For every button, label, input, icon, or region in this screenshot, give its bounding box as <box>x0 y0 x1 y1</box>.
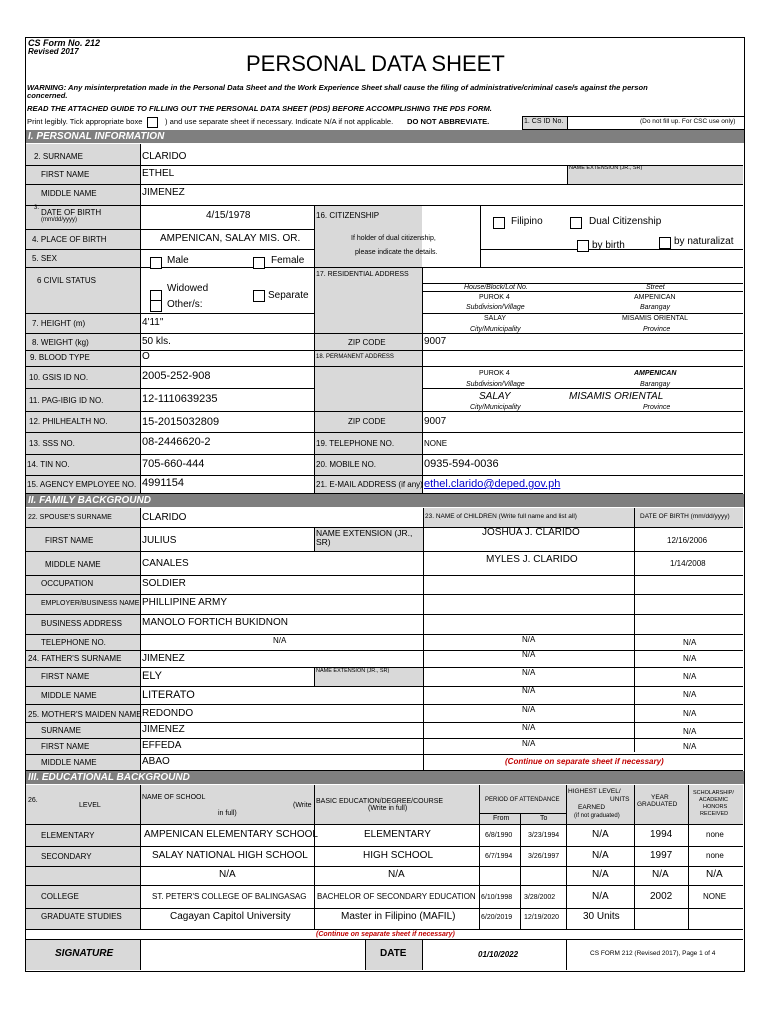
cs-id-note: (Do not fill up. For CSC use only) <box>640 118 736 125</box>
print-legibly-text-2: ) and use separate sheet if necessary. Indicate N/A if not applicable. <box>165 117 394 126</box>
perm-zip-label: ZIP CODE <box>348 417 386 426</box>
height-label: 7. HEIGHT (m) <box>32 319 86 328</box>
telephone-label: 19. TELEPHONE NO. <box>316 439 395 448</box>
middle-name-value[interactable]: JIMENEZ <box>142 187 185 198</box>
civil-status-label: 6 CIVIL STATUS <box>37 276 96 285</box>
earned-label: EARNED <box>578 804 606 811</box>
permanent-address-label: 18. PERMANENT ADDRESS <box>316 354 394 360</box>
other-label: Other/s: <box>167 299 203 310</box>
spouse-telephone-value[interactable]: N/A <box>273 636 287 645</box>
education-school[interactable]: N/A <box>219 869 236 880</box>
scholarship-label: SCHOLARSHIP/ <box>693 790 734 796</box>
res-subdivision-value[interactable]: PUROK 4 <box>479 294 510 301</box>
pagibig-value[interactable]: 12-1110639235 <box>142 393 218 405</box>
child-name[interactable]: N/A <box>522 650 536 659</box>
telephone-value[interactable]: NONE <box>424 439 448 448</box>
education-units[interactable]: N/A <box>592 891 609 902</box>
philhealth-label: 12. PHILHEALTH NO. <box>29 417 108 426</box>
mobile-label: 20. MOBILE NO. <box>316 460 377 469</box>
school-in-full-label: in full) <box>218 810 237 817</box>
res-zip-label: ZIP CODE <box>348 338 386 347</box>
education-school[interactable]: ST. PETER'S COLLEGE OF BALINGASAG <box>152 892 307 901</box>
tin-label: 14. TIN NO. <box>27 460 70 469</box>
mother-middle-name-label: MIDDLE NAME <box>41 758 97 767</box>
highest-level-label: HIGHEST LEVEL/ <box>568 788 621 795</box>
spouse-first-name-value[interactable]: JULIUS <box>142 535 177 546</box>
employer-value[interactable]: PHILLIPINE ARMY <box>142 597 228 608</box>
child-dob[interactable]: 1/14/2008 <box>670 559 706 568</box>
first-name-label: FIRST NAME <box>41 170 90 179</box>
education-school[interactable]: SALAY NATIONAL HIGH SCHOOL <box>152 850 308 861</box>
academic-label: ACADEMIC <box>699 797 729 803</box>
res-barangay-value[interactable]: AMPENICAN <box>634 294 676 301</box>
gsis-label: 10. GSIS ID NO. <box>29 373 89 382</box>
education-units[interactable]: N/A <box>592 869 609 880</box>
education-level: SECONDARY <box>41 852 92 861</box>
father-name-extension-label: NAME EXTENSION (JR., SR) <box>316 668 390 674</box>
email-label: 21. E-MAIL ADDRESS (if any) <box>316 480 423 489</box>
child-name[interactable]: N/A <box>522 739 536 748</box>
family-continue-note: (Continue on separate sheet if necessary) <box>505 757 664 766</box>
spouse-first-name-label: FIRST NAME <box>45 536 94 545</box>
email-value[interactable]: ethel.clarido@deped.gov.ph <box>424 478 561 490</box>
education-honors[interactable]: none <box>706 851 724 860</box>
child-name[interactable]: N/A <box>522 705 536 714</box>
honors-label: HONORS <box>703 804 728 810</box>
mother-surname-label: SURNAME <box>41 726 82 735</box>
child-name[interactable]: N/A <box>522 686 536 695</box>
period-label: PERIOD OF ATTENDANCE <box>485 797 560 803</box>
education-course[interactable]: Master in Filipino (MAFIL) <box>341 911 456 922</box>
perm-barangay-label: Barangay <box>640 381 670 388</box>
surname-value[interactable]: CLARIDO <box>142 151 187 162</box>
do-not-abbreviate: DO NOT ABBREVIATE. <box>407 117 490 126</box>
cs-id-label: 1. CS ID No. <box>524 118 564 125</box>
spouse-name-extension-label: NAME EXTENSION (JR., SR) <box>316 528 413 547</box>
perm-city-label: City/Municipality <box>470 404 521 411</box>
education-level: ELEMENTARY <box>41 831 95 840</box>
business-address-value[interactable]: MANOLO FORTICH BUKIDNON <box>142 617 288 628</box>
spouse-surname-value[interactable]: CLARIDO <box>142 512 187 523</box>
warning-text: WARNING: Any misinterpretation made in the Personal Data Sheet and the Work Experience Sheet shall cause the filing of administrative/criminal case/s against the person <box>27 83 648 92</box>
height-value[interactable]: 4'11" <box>142 317 164 328</box>
date-label: DATE <box>380 948 407 959</box>
separated-checkbox[interactable] <box>253 290 265 302</box>
education-continue-note: (Continue on separate sheet if necessary) <box>316 931 455 938</box>
dual-note-1: If holder of dual citizenship, <box>351 235 436 242</box>
education-to[interactable]: 3/26/1997 <box>528 853 560 860</box>
first-name-value[interactable]: ETHEL <box>142 168 175 179</box>
education-level-label: LEVEL <box>79 802 101 809</box>
filipino-label: Filipino <box>511 216 543 227</box>
education-school[interactable]: Cagayan Capitol University <box>170 911 291 922</box>
education-from[interactable]: 6/20/2019 <box>481 914 513 921</box>
agency-value[interactable]: 4991154 <box>142 477 185 489</box>
occupation-label: OCCUPATION <box>41 579 94 588</box>
male-checkbox[interactable] <box>150 257 162 269</box>
from-label: From <box>493 815 510 822</box>
education-number: 26. <box>28 797 38 804</box>
child-dob[interactable]: N/A <box>683 638 697 647</box>
dob-number: 3. <box>34 205 40 211</box>
mother-surname-value[interactable]: JIMENEZ <box>142 724 185 735</box>
sss-label: 13. SSS NO. <box>29 439 75 448</box>
widowed-label: Widowed <box>167 283 209 294</box>
by-naturalization-label: by naturalizat <box>674 236 734 247</box>
education-from[interactable]: 6/10/1998 <box>481 894 513 901</box>
education-to[interactable]: 3/23/1994 <box>528 832 560 839</box>
education-honors[interactable]: N/A <box>706 869 723 880</box>
graduated-label: GRADUATED <box>637 801 678 808</box>
education-course[interactable]: HIGH SCHOOL <box>363 850 434 861</box>
male-label: Male <box>167 255 189 266</box>
filipino-checkbox[interactable] <box>493 217 505 229</box>
education-year[interactable]: 1997 <box>650 850 673 861</box>
citizenship-label: 16. CITIZENSHIP <box>316 211 380 220</box>
name-extension-label: NAME EXTENSION (JR., SR) <box>569 165 643 171</box>
education-course[interactable]: BACHELOR OF SECONDARY EDUCATION <box>317 892 476 901</box>
res-province-value[interactable]: MISAMIS ORIENTAL <box>622 315 688 322</box>
spouse-middle-name-label: MIDDLE NAME <box>45 560 101 569</box>
education-level: COLLEGE <box>41 892 79 901</box>
by-birth-label: by birth <box>592 240 625 251</box>
not-graduated-label: (if not graduated) <box>574 813 620 819</box>
education-units[interactable]: 30 Units <box>583 911 620 922</box>
child-name[interactable]: N/A <box>522 668 536 677</box>
res-province-label: Province <box>643 326 671 333</box>
spouse-middle-name-value[interactable]: CANALES <box>142 558 189 569</box>
children-dob-label: DATE OF BIRTH (mm/dd/yyyy) <box>640 513 730 520</box>
education-course[interactable]: N/A <box>388 869 405 880</box>
mother-maiden-label: 25. MOTHER'S MAIDEN NAME <box>28 710 142 719</box>
child-dob[interactable]: N/A <box>683 742 697 751</box>
father-surname-label: 24. FATHER'S SURNAME <box>28 654 122 663</box>
education-units[interactable]: N/A <box>592 829 609 840</box>
year-label: YEAR <box>651 794 669 801</box>
page-title: PERSONAL DATA SHEET <box>246 51 505 76</box>
dual-citizenship-label: Dual Citizenship <box>589 216 662 227</box>
children-label: 23. NAME of CHILDREN (Write full name and list all) <box>425 513 577 520</box>
received-label: RECEIVED <box>700 811 729 817</box>
sss-value[interactable]: 08-2446620-2 <box>142 436 211 448</box>
employer-label: EMPLOYER/BUSINESS NAME <box>41 600 140 607</box>
education-honors[interactable]: none <box>706 830 724 839</box>
business-address-label: BUSINESS ADDRESS <box>41 619 122 628</box>
dob-format: (mm/dd/yyyy) <box>41 217 77 223</box>
spouse-surname-label: 22. SPOUSE'S SURNAME <box>28 514 112 521</box>
perm-subdivision-value[interactable]: PUROK 4 <box>479 370 510 377</box>
pagibig-label: 11. PAG-IBIG ID NO. <box>29 396 104 405</box>
education-level: GRADUATE STUDIES <box>41 912 122 921</box>
child-dob[interactable]: N/A <box>683 727 697 736</box>
tick-example-checkbox <box>147 117 158 128</box>
perm-province-label: Province <box>643 404 671 411</box>
form-page-label: CS FORM 212 (Revised 2017), Page 1 of 4 <box>590 950 716 957</box>
education-honors[interactable]: NONE <box>703 892 727 901</box>
blood-type-value[interactable]: O <box>142 351 150 362</box>
school-write-label: (Write <box>293 802 312 809</box>
res-subdivision-label: Subdivision/Village <box>466 304 525 311</box>
to-label: To <box>540 815 548 822</box>
education-from[interactable]: 6/7/1994 <box>485 853 513 860</box>
weight-value[interactable]: 50 kls. <box>142 336 171 347</box>
res-zip-value[interactable]: 9007 <box>424 336 447 347</box>
education-year[interactable]: 2002 <box>650 891 673 902</box>
mother-first-name-value[interactable]: EFFEDA <box>142 740 182 751</box>
dual-note-2: please indicate the details. <box>355 249 438 256</box>
separated-label: Separate <box>268 290 309 301</box>
street-label: Street <box>646 284 665 291</box>
signature-label: SIGNATURE <box>55 948 114 959</box>
signature-field[interactable] <box>141 940 365 970</box>
child-dob[interactable]: N/A <box>683 672 697 681</box>
father-first-name-label: FIRST NAME <box>41 672 90 681</box>
education-to[interactable]: 3/28/2002 <box>524 894 556 901</box>
surname-label: 2. SURNAME <box>34 152 83 161</box>
house-block-label: House/Block/Lot No. <box>464 284 528 291</box>
form-number: CS Form No. 212 <box>28 38 101 48</box>
child-dob[interactable]: N/A <box>683 709 697 718</box>
spouse-telephone-label: TELEPHONE NO. <box>41 638 106 647</box>
father-surname-value[interactable]: JIMENEZ <box>142 653 185 664</box>
child-name[interactable]: JOSHUA J. CLARIDO <box>482 527 580 538</box>
father-first-name-value[interactable]: ELY <box>142 670 162 682</box>
mother-middle-name-value[interactable]: ABAO <box>142 756 170 767</box>
education-course[interactable]: ELEMENTARY <box>364 829 431 840</box>
occupation-value[interactable]: SOLDIER <box>142 578 186 589</box>
section-educational-background: III. EDUCATIONAL BACKGROUND <box>26 771 744 784</box>
child-name[interactable]: N/A <box>522 723 536 732</box>
education-school[interactable]: AMPENICAN ELEMENTARY SCHOOL <box>144 829 318 840</box>
female-checkbox[interactable] <box>253 257 265 269</box>
units-label: UNITS <box>610 796 630 803</box>
course-write-label: (Write in full) <box>368 805 408 812</box>
father-middle-name-value[interactable]: LITERATO <box>142 689 195 701</box>
section-family-background: II. FAMILY BACKGROUND <box>26 494 744 507</box>
tin-value[interactable]: 705-660-444 <box>142 458 205 470</box>
female-label: Female <box>271 255 305 266</box>
revised-label: Revised 2017 <box>28 47 79 56</box>
dob-value[interactable]: 4/15/1978 <box>206 210 251 221</box>
course-label: BASIC EDUCATION/DEGREE/COURSE <box>316 798 444 805</box>
mother-first-name-label: FIRST NAME <box>41 742 90 751</box>
child-name[interactable]: N/A <box>522 635 536 644</box>
child-dob[interactable]: N/A <box>683 690 697 699</box>
weight-label: 8. WEIGHT (kg) <box>32 338 89 347</box>
middle-name-label: MIDDLE NAME <box>41 189 97 198</box>
sex-label: 5. SEX <box>32 254 57 263</box>
education-units[interactable]: N/A <box>592 850 609 861</box>
perm-zip-value[interactable]: 9007 <box>424 416 447 427</box>
mother-maiden-value[interactable]: REDONDO <box>142 708 194 719</box>
child-dob[interactable]: 12/16/2006 <box>667 536 708 545</box>
child-dob[interactable]: N/A <box>683 654 697 663</box>
philhealth-value[interactable]: 15-2015032809 <box>142 416 220 428</box>
dob-label: DATE OF BIRTH <box>41 208 102 217</box>
read-guide-text: READ THE ATTACHED GUIDE TO FILLING OUT THE PERSONAL DATA SHEET (PDS) BEFORE ACCOMPLISHING THE PDS FORM. <box>27 104 492 113</box>
perm-barangay-value[interactable]: AMPENICAN <box>634 370 677 377</box>
child-name[interactable]: MYLES J. CLARIDO <box>486 554 578 565</box>
warning-text-2: concerned. <box>27 91 68 100</box>
perm-subdivision-label: Subdivision/Village <box>466 381 525 388</box>
blood-type-label: 9. BLOOD TYPE <box>30 353 90 362</box>
by-birth-checkbox[interactable] <box>577 240 589 252</box>
other-checkbox[interactable] <box>150 300 162 312</box>
gsis-value[interactable]: 2005-252-908 <box>142 370 211 382</box>
perm-province-value[interactable]: MISAMIS ORIENTAL <box>569 391 664 402</box>
res-barangay-label: Barangay <box>640 304 670 311</box>
date-value[interactable]: 01/10/2022 <box>478 950 519 959</box>
education-year[interactable]: N/A <box>652 869 669 880</box>
education-year[interactable]: 1994 <box>650 829 673 840</box>
education-to[interactable]: 12/19/2020 <box>524 914 560 921</box>
education-from[interactable]: 6/8/1990 <box>485 832 513 839</box>
print-legibly-text: Print legibly. Tick appropriate boxe <box>27 117 143 126</box>
pob-value[interactable]: AMPENICAN, SALAY MIS. OR. <box>160 233 301 244</box>
father-middle-name-label: MIDDLE NAME <box>41 691 97 700</box>
school-name-label: NAME OF SCHOOL <box>142 794 206 801</box>
section-personal-information: I. PERSONAL INFORMATION <box>26 130 744 143</box>
res-city-value[interactable]: SALAY <box>484 315 507 322</box>
agency-label: 15. AGENCY EMPLOYEE NO. <box>27 480 137 489</box>
dual-citizenship-checkbox[interactable] <box>570 217 582 229</box>
pob-label: 4. PLACE OF BIRTH <box>32 235 107 244</box>
by-naturalization-checkbox[interactable] <box>659 237 671 249</box>
res-city-label: City/Municipality <box>470 326 521 333</box>
perm-city-value[interactable]: SALAY <box>479 391 511 402</box>
mobile-value[interactable]: 0935-594-0036 <box>424 458 499 470</box>
residential-address-label: 17. RESIDENTIAL ADDRESS <box>316 271 409 278</box>
